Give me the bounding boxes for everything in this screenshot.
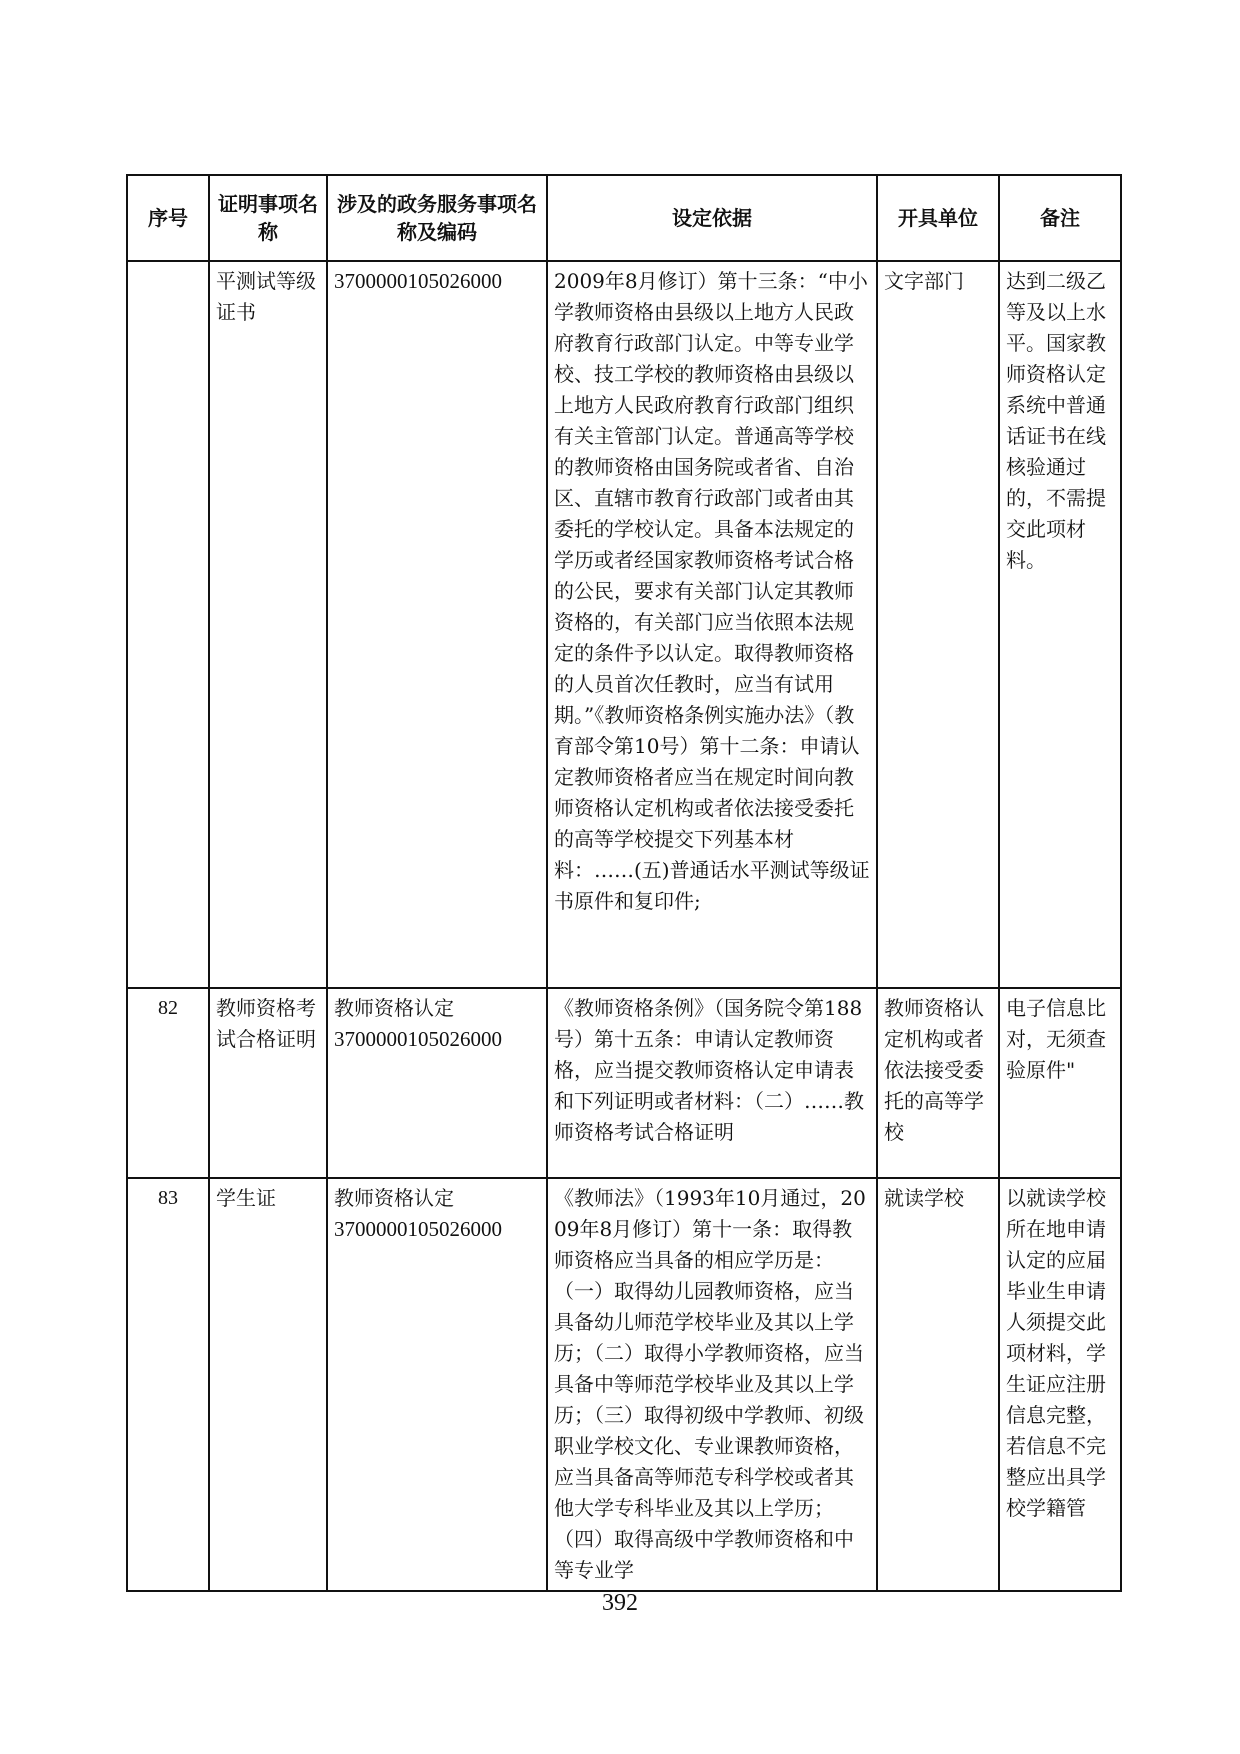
row-item-name: 教师资格考试合格证明: [209, 988, 327, 1178]
row-issuer: 文字部门: [877, 261, 999, 988]
row-item-name: 学生证: [209, 1178, 327, 1591]
service-code: 3700000105026000: [334, 1027, 502, 1051]
row-issuer: 就读学校: [877, 1178, 999, 1591]
service-name: 教师资格认定: [334, 996, 454, 1020]
row-seq: 82: [127, 988, 209, 1178]
row-remark: 达到二级乙等及以上水平。国家教师资格认定系统中普通话证书在线核验通过的，不需提交此项材料。: [999, 261, 1121, 988]
table-header-row: [127, 175, 1121, 261]
row-remark: 电子信息比对，无须查验原件": [999, 988, 1121, 1178]
row-seq: [127, 261, 209, 988]
row-service: [327, 261, 547, 988]
header-service: 涉及的政务服务事项名称及编码: [327, 175, 547, 261]
row-service: [327, 988, 547, 1178]
table-row: [127, 261, 1121, 988]
service-name: 教师资格认定: [334, 1186, 454, 1210]
row-item-name: 平测试等级证书: [209, 261, 327, 988]
header-issuer: 开具单位: [877, 175, 999, 261]
row-basis: 《教师法》（1993年10月通过，2009年8月修订）第十一条：取得教师资格应当具备的相应学历是：（一）取得幼儿园教师资格，应当具备幼儿师范学校毕业及其以上学历；（二）取得小学教师资格，应当具备中等师范学校毕业及其以上学历；（三）取得初级中学教师、初级职业学校文化、专业课教师资格，应当具备高等师范专科学校或者其他大学专科毕业及其以上学历；（四）取得高级中学教师资格和中等专业学: [547, 1178, 877, 1591]
row-remark: 以就读学校所在地申请认定的应届毕业生申请人须提交此项材料，学生证应注册信息完整，若信息不完整应出具学校学籍管: [999, 1178, 1121, 1591]
row-seq: 83: [127, 1178, 209, 1591]
certificate-items-table: [126, 174, 1122, 1592]
row-basis: 2009年8月修订）第十三条：“中小学教师资格由县级以上地方人民政府教育行政部门认定。中等专业学校、技工学校的教师资格由县级以上地方人民政府教育行政部门组织有关主管部门认定。普通高等学校的教师资格由国务院或者省、自治区、直辖市教育行政部门或者由其委托的学校认定。具备本法规定的学历或者经国家教师资格考试合格的公民，要求有关部门认定其教师资格的，有关部门应当依照本法规定的条件予以认定。取得教师资格的人员首次任教时，应当有试用期。”《教师资格条例实施办法》（教育部令第10号）第十二条：申请认定教师资格者应当在规定时间向教师资格认定机构或者依法接受委托的高等学校提交下列基本材料：……(五)普通话水平测试等级证书原件和复印件;: [547, 261, 877, 988]
table-row: [127, 988, 1121, 1178]
row-basis: 《教师资格条例》（国务院令第188号）第十五条：申请认定教师资格，应当提交教师资格认定申请表和下列证明或者材料：（二）……教师资格考试合格证明: [547, 988, 877, 1178]
header-remark: 备注: [999, 175, 1121, 261]
page-number: 392: [602, 1590, 638, 1616]
service-code: 3700000105026000: [334, 1217, 502, 1241]
row-service: [327, 1178, 547, 1591]
service-code: 3700000105026000: [334, 269, 502, 293]
row-issuer: 教师资格认定机构或者依法接受委托的高等学校: [877, 988, 999, 1178]
table-row: [127, 1178, 1121, 1591]
header-basis: 设定依据: [547, 175, 877, 261]
header-seq: 序号: [127, 175, 209, 261]
header-item-name: 证明事项名称: [209, 175, 327, 261]
